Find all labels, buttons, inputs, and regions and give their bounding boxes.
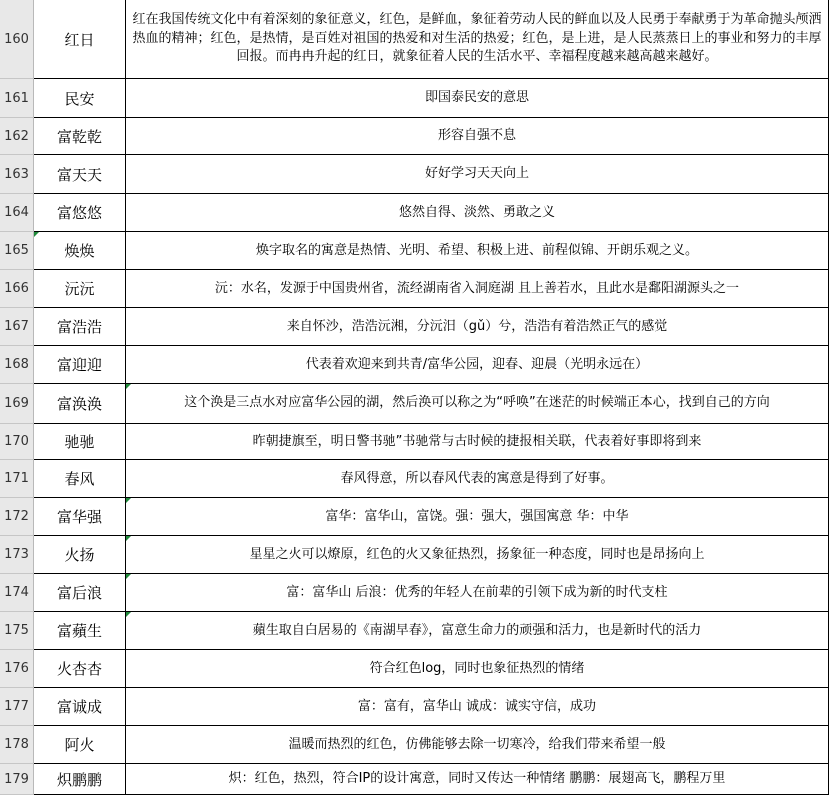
description-cell[interactable] — [126, 688, 829, 726]
row-number[interactable]: 176 — [0, 650, 34, 688]
description-text: 昨朝捷旗至，明日警书驰”书驰常与古时候的捷报相关联，代表着好事即将到来 — [252, 433, 702, 449]
row-number[interactable]: 165 — [0, 232, 34, 270]
cell-comment-marker-icon — [34, 232, 39, 237]
description-text: 来自怀沙，浩浩沅湘，分沅汨（gǔ）兮，浩浩有着浩然正气的感觉 — [286, 318, 668, 334]
description-cell[interactable] — [126, 270, 829, 308]
cell-comment-marker-icon — [126, 574, 131, 579]
row-number[interactable]: 179 — [0, 764, 34, 795]
description-cell[interactable] — [126, 384, 829, 424]
description-text: 富：富华山 后浪：优秀的年轻人在前辈的引领下成为新的时代支柱 — [286, 584, 668, 600]
table-row — [0, 270, 829, 308]
table-row — [0, 0, 829, 79]
name-cell[interactable]: 驰驰 — [34, 424, 126, 460]
description-text: 即国泰民安的意思 — [424, 90, 529, 105]
name-cell[interactable]: 焕焕 — [34, 232, 126, 270]
table-row — [0, 574, 829, 612]
table-row — [0, 764, 829, 795]
table-row — [0, 688, 829, 726]
name-cell[interactable]: 炽鹏鹏 — [34, 764, 126, 795]
description-text: 温暖而热烈的红色，仿佛能够去除一切寒冷，给我们带来希望一般 — [288, 736, 666, 752]
description-text: 炽：红色，热烈，符合IP的设计寓意，同时又传达一种情绪 鹏鹏：展翅高飞，鹏程万里 — [228, 771, 726, 786]
description-cell[interactable] — [126, 155, 829, 194]
row-number[interactable]: 169 — [0, 384, 34, 424]
description-text: 形容自强不息 — [437, 128, 516, 143]
name-cell[interactable]: 富涣涣 — [34, 384, 126, 424]
description-cell[interactable] — [126, 536, 829, 574]
name-cell[interactable]: 春风 — [34, 460, 126, 498]
name-cell[interactable]: 富蘋生 — [34, 612, 126, 650]
name-cell[interactable]: 富诚成 — [34, 688, 126, 726]
name-cell[interactable]: 火杏杏 — [34, 650, 126, 688]
description-cell[interactable] — [126, 726, 829, 764]
description-text: 蘋生取自白居易的《南湖早春》，富意生命力的顽强和活力，也是新时代的活力 — [252, 622, 702, 638]
table-row — [0, 118, 829, 155]
table-row — [0, 460, 829, 498]
table-row — [0, 308, 829, 346]
row-number[interactable]: 170 — [0, 424, 34, 460]
row-number[interactable]: 174 — [0, 574, 34, 612]
table-row — [0, 498, 829, 536]
description-cell[interactable] — [126, 0, 829, 79]
description-cell[interactable] — [126, 612, 829, 650]
name-cell[interactable]: 富华强 — [34, 498, 126, 536]
row-number[interactable]: 168 — [0, 346, 34, 384]
description-cell[interactable] — [126, 460, 829, 498]
row-number[interactable]: 160 — [0, 0, 34, 79]
description-cell[interactable] — [126, 424, 829, 460]
cell-comment-marker-icon — [126, 498, 131, 503]
description-text: 这个涣是三点水对应富华公园的湖，然后涣可以称之为“呼唤”在迷茫的时候端正本心，找到自己的方向 — [184, 395, 770, 411]
name-cell[interactable]: 火扬 — [34, 536, 126, 574]
description-cell[interactable] — [126, 79, 829, 118]
table-row — [0, 194, 829, 232]
name-cell[interactable]: 民安 — [34, 79, 126, 118]
description-text: 春风得意，所以春风代表的寓意是得到了好事。 — [340, 470, 614, 486]
name-cell[interactable]: 沅沅 — [34, 270, 126, 308]
description-cell[interactable] — [126, 764, 829, 795]
row-number[interactable]: 173 — [0, 536, 34, 574]
description-text: 符合红色log，同时也象征热烈的情绪 — [369, 660, 585, 676]
description-cell[interactable] — [126, 308, 829, 346]
description-text: 代表着欢迎来到共青/富华公园，迎春、迎晨（光明永远在） — [305, 356, 649, 372]
name-cell[interactable]: 富悠悠 — [34, 194, 126, 232]
name-cell[interactable]: 红日 — [34, 0, 126, 79]
table-row — [0, 155, 829, 194]
row-number[interactable]: 177 — [0, 688, 34, 726]
table-row — [0, 612, 829, 650]
row-number[interactable]: 163 — [0, 155, 34, 194]
table-row — [0, 536, 829, 574]
description-text: 星星之火可以燎原，红色的火又象征热烈，扬象征一种态度，同时也是昂扬向上 — [249, 546, 705, 562]
name-cell[interactable]: 富天天 — [34, 155, 126, 194]
description-cell[interactable] — [126, 346, 829, 384]
row-number[interactable]: 167 — [0, 308, 34, 346]
table-row — [0, 232, 829, 270]
row-number[interactable]: 171 — [0, 460, 34, 498]
table-row — [0, 346, 829, 384]
row-number[interactable]: 166 — [0, 270, 34, 308]
table-row — [0, 384, 829, 424]
description-cell[interactable] — [126, 650, 829, 688]
name-cell[interactable]: 富后浪 — [34, 574, 126, 612]
description-cell[interactable] — [126, 498, 829, 536]
table-row — [0, 79, 829, 118]
cell-comment-marker-icon — [126, 612, 131, 617]
description-cell[interactable] — [126, 232, 829, 270]
description-text: 富华：富华山，富饶。强：强大，强国寓意 华：中华 — [325, 508, 629, 524]
name-cell[interactable]: 富乾乾 — [34, 118, 126, 155]
name-cell[interactable]: 阿火 — [34, 726, 126, 764]
description-text: 富：富有，富华山 诚成：诚实守信，成功 — [357, 698, 597, 714]
description-text: 焕字取名的寓意是热情、光明、希望、积极上进、前程似锦、开朗乐观之义。 — [255, 242, 698, 258]
cell-comment-marker-icon — [126, 536, 131, 541]
row-number[interactable]: 162 — [0, 118, 34, 155]
row-number[interactable]: 178 — [0, 726, 34, 764]
description-cell[interactable] — [126, 574, 829, 612]
description-text: 好好学习天天向上 — [424, 166, 529, 181]
description-text: 悠然自得、淡然、勇敢之义 — [398, 204, 555, 220]
table-row — [0, 424, 829, 460]
row-number[interactable]: 172 — [0, 498, 34, 536]
description-cell[interactable] — [126, 194, 829, 232]
cell-comment-marker-icon — [126, 384, 131, 389]
row-number[interactable]: 161 — [0, 79, 34, 118]
row-number[interactable]: 175 — [0, 612, 34, 650]
description-cell[interactable] — [126, 118, 829, 155]
name-cell[interactable]: 富迎迎 — [34, 346, 126, 384]
table-row — [0, 650, 829, 688]
description-text: 沅：水名，发源于中国贵州省，流经湖南省入洞庭湖 且上善若水，且此水是鄱阳湖源头之一 — [214, 280, 740, 296]
table-row — [0, 726, 829, 764]
row-number[interactable]: 164 — [0, 194, 34, 232]
description-text: 红在我国传统文化中有着深刻的象征意义，红色，是鲜血，象征着劳动人民的鲜血以及人民勇于奉献勇于为革命抛头颅洒热血的精神；红色，是热情，是百姓对祖国的热爱和对生活的热爱；红色，是上进，是人民蒸蒸日上的事业和努力的丰厚回报。而冉冉升起的红日，就象征着人民的生活水平、幸福程度越来越高越来越好。 — [132, 12, 822, 65]
name-cell[interactable]: 富浩浩 — [34, 308, 126, 346]
